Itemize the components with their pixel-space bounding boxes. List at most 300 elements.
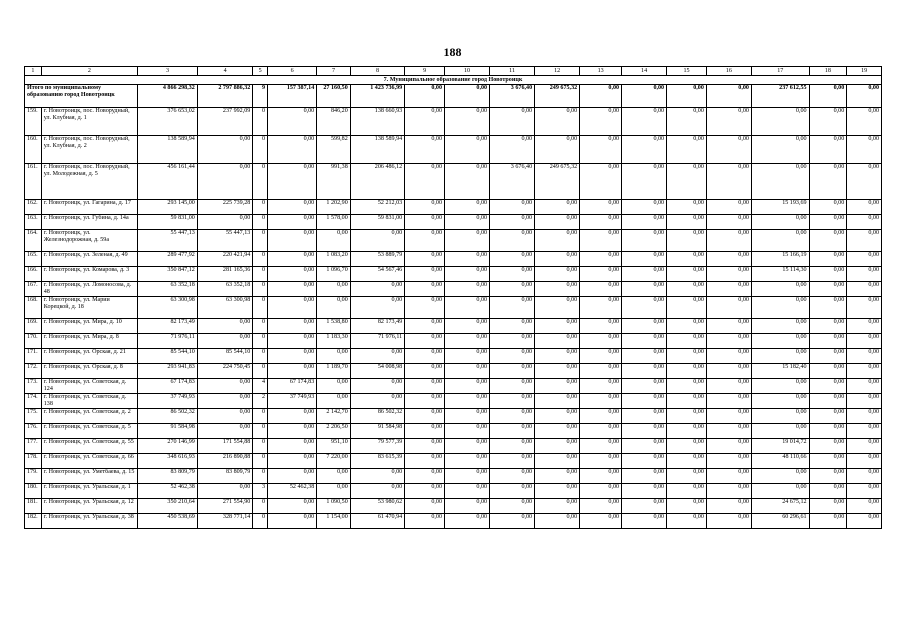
value-cell: 0,00 [847, 200, 882, 215]
value-cell: 0,00 [445, 454, 490, 469]
value-cell: 0,00 [535, 349, 580, 364]
value-cell: 350 847,12 [138, 267, 198, 282]
value-cell: 0 [253, 267, 268, 282]
value-cell: 0,00 [580, 297, 622, 319]
value-cell: 0,00 [706, 282, 751, 297]
value-cell: 0,00 [847, 409, 882, 424]
value-cell: 1 154,00 [317, 514, 351, 529]
value-cell: 138 589,94 [350, 136, 404, 164]
row-number: 173. [25, 379, 42, 394]
value-cell: 0,00 [445, 136, 490, 164]
value-cell: 52 212,03 [350, 200, 404, 215]
value-cell: 0,00 [847, 215, 882, 230]
value-cell: 0,00 [405, 394, 445, 409]
value-cell: 0,00 [580, 499, 622, 514]
table-row [25, 108, 882, 136]
value-cell: 0 [253, 252, 268, 267]
row-number: 172. [25, 364, 42, 379]
value-cell: 0,00 [622, 379, 667, 394]
value-cell: 0,00 [622, 267, 667, 282]
row-number: 165. [25, 252, 42, 267]
value-cell: 0,00 [445, 164, 490, 200]
value-cell: 0,00 [405, 215, 445, 230]
table-row [25, 424, 882, 439]
value-cell: 138 589,94 [138, 136, 198, 164]
value-cell: 0,00 [706, 267, 751, 282]
value-cell: 0,00 [490, 282, 535, 297]
table-row [25, 200, 882, 215]
value-cell: 0,00 [490, 200, 535, 215]
table-row [25, 499, 882, 514]
value-cell: 0 [253, 469, 268, 484]
value-cell: 0,00 [667, 252, 707, 267]
total-value-cell: 0,00 [405, 85, 445, 108]
value-cell: 171 554,88 [197, 439, 253, 454]
value-cell: 0,00 [405, 454, 445, 469]
value-cell: 0 [253, 424, 268, 439]
value-cell: 0,00 [268, 282, 317, 297]
value-cell: 271 554,90 [197, 499, 253, 514]
table-row [25, 319, 882, 334]
column-number-cell: 19 [847, 67, 882, 76]
value-cell: 0,00 [268, 267, 317, 282]
value-cell: 220 421,94 [197, 252, 253, 267]
total-value-cell: 157 387,14 [268, 85, 317, 108]
value-cell: 15 114,30 [751, 267, 809, 282]
value-cell: 0,00 [809, 252, 847, 267]
value-cell: 0,00 [706, 484, 751, 499]
row-number: 171. [25, 349, 42, 364]
total-label: Итого по муниципальному образованию город Новотроицк [25, 85, 138, 108]
value-cell: 0,00 [847, 319, 882, 334]
value-cell: 0,00 [535, 514, 580, 529]
value-cell: 0,00 [268, 252, 317, 267]
value-cell: 0,00 [667, 230, 707, 252]
value-cell: 0,00 [809, 108, 847, 136]
value-cell: 0,00 [847, 230, 882, 252]
value-cell: 0,00 [622, 499, 667, 514]
value-cell: 0,00 [268, 136, 317, 164]
value-cell: 0,00 [445, 230, 490, 252]
value-cell: 376 653,02 [138, 108, 198, 136]
value-cell: 0 [253, 514, 268, 529]
value-cell: 0,00 [706, 230, 751, 252]
value-cell: 0,00 [847, 364, 882, 379]
value-cell: 0,00 [535, 439, 580, 454]
value-cell: 0,00 [667, 379, 707, 394]
value-cell: 328 771,14 [197, 514, 253, 529]
data-table [24, 66, 882, 529]
address-cell: г. Новотроицк, пос. Новорудный, ул. Клубная, д. 1 [41, 108, 137, 136]
value-cell: 0,00 [809, 215, 847, 230]
value-cell: 53 980,62 [350, 499, 404, 514]
row-number: 180. [25, 484, 42, 499]
value-cell: 0,00 [405, 164, 445, 200]
value-cell: 0,00 [580, 230, 622, 252]
value-cell: 71 976,11 [138, 334, 198, 349]
value-cell: 79 577,39 [350, 439, 404, 454]
value-cell: 52 462,38 [138, 484, 198, 499]
value-cell: 0,00 [809, 334, 847, 349]
value-cell: 0,00 [317, 230, 351, 252]
section-title: 7. Муниципальное образование город Новотроицк [25, 76, 882, 85]
value-cell: 0,00 [445, 319, 490, 334]
total-value-cell: 0,00 [847, 85, 882, 108]
value-cell: 0,00 [751, 297, 809, 319]
value-cell: 0,00 [445, 394, 490, 409]
value-cell: 0,00 [847, 379, 882, 394]
table-row [25, 454, 882, 469]
value-cell: 0,00 [350, 394, 404, 409]
value-cell: 0,00 [751, 484, 809, 499]
value-cell: 83 809,79 [138, 469, 198, 484]
value-cell: 19 014,72 [751, 439, 809, 454]
value-cell: 0,00 [490, 297, 535, 319]
address-cell: г. Новотроицк, ул. Советская, д. 55 [41, 439, 137, 454]
value-cell: 206 486,12 [350, 164, 404, 200]
value-cell: 67 174,83 [138, 379, 198, 394]
value-cell: 0,00 [706, 409, 751, 424]
value-cell: 0,00 [622, 334, 667, 349]
table-row [25, 252, 882, 267]
address-cell: г. Новотроицк, ул. Советская, д. 2 [41, 409, 137, 424]
value-cell: 0,00 [317, 297, 351, 319]
value-cell: 138 660,93 [350, 108, 404, 136]
address-cell: г. Новотроицк, ул. Комарова, д. 3 [41, 267, 137, 282]
value-cell: 0,00 [197, 215, 253, 230]
value-cell: 0,00 [405, 424, 445, 439]
total-value-cell: 0,00 [622, 85, 667, 108]
address-cell: г. Новотроицк, ул. Зеленая, д. 49 [41, 252, 137, 267]
row-number: 160. [25, 136, 42, 164]
table-row [25, 349, 882, 364]
value-cell: 37 749,93 [268, 394, 317, 409]
value-cell: 1 090,50 [317, 499, 351, 514]
value-cell: 0,00 [490, 394, 535, 409]
value-cell: 0,00 [751, 108, 809, 136]
value-cell: 0,00 [847, 282, 882, 297]
row-number: 168. [25, 297, 42, 319]
address-cell: г. Новотроицк, ул. Мира, д. 8 [41, 334, 137, 349]
value-cell: 63 352,18 [197, 282, 253, 297]
value-cell: 0,00 [445, 267, 490, 282]
value-cell: 0,00 [809, 499, 847, 514]
value-cell: 0,00 [580, 394, 622, 409]
address-cell: г. Новотроицк, ул. Ломоносова, д. 48 [41, 282, 137, 297]
value-cell: 0,00 [706, 349, 751, 364]
value-cell: 0 [253, 364, 268, 379]
value-cell: 249 675,32 [535, 164, 580, 200]
value-cell: 0,00 [809, 282, 847, 297]
value-cell: 91 584,98 [138, 424, 198, 439]
value-cell: 37 749,93 [138, 394, 198, 409]
table-row [25, 409, 882, 424]
value-cell: 67 174,83 [268, 379, 317, 394]
value-cell: 0,00 [405, 200, 445, 215]
value-cell: 0,00 [751, 334, 809, 349]
column-number-cell: 16 [706, 67, 751, 76]
value-cell: 85 544,10 [197, 349, 253, 364]
table-row [25, 136, 882, 164]
value-cell: 0,00 [405, 319, 445, 334]
value-cell: 0,00 [667, 267, 707, 282]
value-cell: 0 [253, 200, 268, 215]
value-cell: 0,00 [751, 282, 809, 297]
value-cell: 0,00 [535, 334, 580, 349]
value-cell: 0,00 [405, 282, 445, 297]
value-cell: 0,00 [847, 136, 882, 164]
value-cell: 0,00 [490, 252, 535, 267]
total-value-cell: 9 [253, 85, 268, 108]
value-cell: 0,00 [268, 364, 317, 379]
value-cell: 0,00 [268, 215, 317, 230]
value-cell: 0 [253, 319, 268, 334]
value-cell: 0,00 [706, 200, 751, 215]
column-number-cell: 12 [535, 67, 580, 76]
value-cell: 0,00 [197, 409, 253, 424]
value-cell: 0,00 [268, 469, 317, 484]
column-number-row [25, 67, 882, 76]
value-cell: 0,00 [667, 484, 707, 499]
value-cell: 0,00 [490, 349, 535, 364]
value-cell: 0,00 [667, 394, 707, 409]
value-cell: 0,00 [622, 409, 667, 424]
value-cell: 0,00 [405, 136, 445, 164]
value-cell: 0,00 [445, 439, 490, 454]
value-cell: 0,00 [317, 379, 351, 394]
value-cell: 0 [253, 454, 268, 469]
value-cell: 0,00 [197, 379, 253, 394]
value-cell: 15 182,40 [751, 364, 809, 379]
value-cell: 0,00 [706, 108, 751, 136]
value-cell: 0,00 [445, 499, 490, 514]
value-cell: 0,00 [535, 424, 580, 439]
value-cell: 0,00 [667, 424, 707, 439]
value-cell: 3 [253, 484, 268, 499]
value-cell: 0,00 [809, 200, 847, 215]
value-cell: 82 173,49 [138, 319, 198, 334]
value-cell: 0,00 [405, 409, 445, 424]
column-number-cell: 4 [197, 67, 253, 76]
value-cell: 0,00 [809, 379, 847, 394]
value-cell: 0,00 [490, 409, 535, 424]
value-cell: 0,00 [268, 499, 317, 514]
value-cell: 0,00 [580, 424, 622, 439]
value-cell: 0,00 [622, 454, 667, 469]
value-cell: 91 584,98 [350, 424, 404, 439]
value-cell: 281 165,36 [197, 267, 253, 282]
total-value-cell: 0,00 [580, 85, 622, 108]
value-cell: 991,38 [317, 164, 351, 200]
value-cell: 0,00 [445, 297, 490, 319]
value-cell: 0,00 [535, 297, 580, 319]
value-cell: 0,00 [197, 484, 253, 499]
value-cell: 0,00 [268, 409, 317, 424]
value-cell: 0,00 [490, 215, 535, 230]
value-cell: 0,00 [809, 469, 847, 484]
address-cell: г. Новотроицк, ул. Орская, д. 8 [41, 364, 137, 379]
value-cell: 224 750,45 [197, 364, 253, 379]
value-cell: 15 166,19 [751, 252, 809, 267]
row-number: 159. [25, 108, 42, 136]
value-cell: 450 538,69 [138, 514, 198, 529]
value-cell: 0,00 [706, 424, 751, 439]
address-cell: г. Новотроицк, ул. Советская, д. 5 [41, 424, 137, 439]
total-value-cell: 0,00 [445, 85, 490, 108]
value-cell: 0,00 [268, 200, 317, 215]
table-row [25, 215, 882, 230]
value-cell: 1 538,80 [317, 319, 351, 334]
value-cell: 0,00 [405, 469, 445, 484]
table-row [25, 334, 882, 349]
address-cell: г. Новотроицк, пос. Новорудный, ул. Клубная, д. 2 [41, 136, 137, 164]
row-number: 170. [25, 334, 42, 349]
row-number: 161. [25, 164, 42, 200]
address-cell: г. Новотроицк, ул. Мира, д. 10 [41, 319, 137, 334]
value-cell: 86 502,32 [138, 409, 198, 424]
column-number-cell: 5 [253, 67, 268, 76]
column-number-cell: 8 [350, 67, 404, 76]
column-number-cell: 2 [41, 67, 137, 76]
value-cell: 2 142,70 [317, 409, 351, 424]
total-value-cell: 1 423 736,99 [350, 85, 404, 108]
value-cell: 0,00 [490, 230, 535, 252]
value-cell: 55 447,13 [197, 230, 253, 252]
value-cell: 60 296,61 [751, 514, 809, 529]
value-cell: 0,00 [809, 267, 847, 282]
value-cell: 0,00 [622, 439, 667, 454]
value-cell: 0,00 [580, 379, 622, 394]
address-cell: г. Новотроицк, ул. Губина, д. 14а [41, 215, 137, 230]
value-cell: 0,00 [751, 409, 809, 424]
value-cell: 0,00 [490, 108, 535, 136]
row-number: 163. [25, 215, 42, 230]
value-cell: 0,00 [847, 334, 882, 349]
value-cell: 0,00 [706, 454, 751, 469]
value-cell: 216 890,88 [197, 454, 253, 469]
value-cell: 846,20 [317, 108, 351, 136]
value-cell: 3 676,40 [490, 164, 535, 200]
value-cell: 52 462,38 [268, 484, 317, 499]
column-number-cell: 9 [405, 67, 445, 76]
value-cell: 63 352,18 [138, 282, 198, 297]
value-cell: 0,00 [706, 252, 751, 267]
row-number: 181. [25, 499, 42, 514]
value-cell: 0 [253, 499, 268, 514]
value-cell: 0,00 [490, 469, 535, 484]
value-cell: 83 809,79 [197, 469, 253, 484]
value-cell: 71 976,11 [350, 334, 404, 349]
address-cell: г. Новотроицк, ул. Гагарина, д. 17 [41, 200, 137, 215]
value-cell: 0,00 [622, 230, 667, 252]
value-cell: 0,00 [667, 136, 707, 164]
value-cell: 0,00 [405, 439, 445, 454]
value-cell: 61 470,94 [350, 514, 404, 529]
value-cell: 0,00 [751, 469, 809, 484]
column-number-cell: 14 [622, 67, 667, 76]
value-cell: 0,00 [445, 469, 490, 484]
value-cell: 0,00 [667, 215, 707, 230]
row-number: 174. [25, 394, 42, 409]
value-cell: 83 615,39 [350, 454, 404, 469]
value-cell: 0,00 [847, 267, 882, 282]
value-cell: 63 300,98 [197, 297, 253, 319]
value-cell: 48 110,66 [751, 454, 809, 469]
value-cell: 24 675,12 [751, 499, 809, 514]
value-cell: 0,00 [809, 349, 847, 364]
table-row [25, 297, 882, 319]
value-cell: 0,00 [706, 514, 751, 529]
column-number-cell: 15 [667, 67, 707, 76]
value-cell: 0,00 [268, 514, 317, 529]
value-cell: 0,00 [490, 319, 535, 334]
value-cell: 0,00 [622, 282, 667, 297]
value-cell: 0,00 [405, 364, 445, 379]
value-cell: 0,00 [847, 349, 882, 364]
total-value-cell: 3 676,40 [490, 85, 535, 108]
value-cell: 0,00 [405, 484, 445, 499]
value-cell: 0,00 [706, 136, 751, 164]
value-cell: 237 992,09 [197, 108, 253, 136]
value-cell: 0,00 [667, 282, 707, 297]
value-cell: 951,10 [317, 439, 351, 454]
value-cell: 0,00 [580, 349, 622, 364]
value-cell: 0 [253, 230, 268, 252]
row-number: 164. [25, 230, 42, 252]
value-cell: 348 616,93 [138, 454, 198, 469]
value-cell: 0,00 [847, 499, 882, 514]
value-cell: 0,00 [622, 319, 667, 334]
value-cell: 0,00 [350, 230, 404, 252]
page-number: 188 [443, 45, 462, 59]
value-cell: 0 [253, 409, 268, 424]
value-cell: 0,00 [317, 349, 351, 364]
value-cell: 0,00 [809, 297, 847, 319]
value-cell: 0,00 [847, 424, 882, 439]
value-cell: 82 173,49 [350, 319, 404, 334]
value-cell: 0,00 [622, 252, 667, 267]
table-row [25, 394, 882, 409]
value-cell: 0,00 [706, 334, 751, 349]
table-row [25, 267, 882, 282]
column-number-cell: 6 [268, 67, 317, 76]
value-cell: 0,00 [667, 439, 707, 454]
value-cell: 0,00 [706, 364, 751, 379]
value-cell: 0,00 [445, 200, 490, 215]
value-cell: 0,00 [445, 364, 490, 379]
value-cell: 0,00 [847, 252, 882, 267]
table-row [25, 230, 882, 252]
value-cell: 0,00 [490, 514, 535, 529]
value-cell: 0,00 [490, 136, 535, 164]
value-cell: 0,00 [580, 136, 622, 164]
value-cell: 0,00 [490, 499, 535, 514]
value-cell: 0,00 [706, 215, 751, 230]
value-cell: 0,00 [580, 319, 622, 334]
value-cell: 1 202,90 [317, 200, 351, 215]
value-cell: 1 183,30 [317, 334, 351, 349]
address-cell: г. Новотроицк, ул. Советская, д. 66 [41, 454, 137, 469]
value-cell: 0,00 [268, 349, 317, 364]
value-cell: 0,00 [268, 319, 317, 334]
address-cell: г. Новотроицк, ул. Уральская, д. 1 [41, 484, 137, 499]
value-cell: 0,00 [847, 484, 882, 499]
row-number: 169. [25, 319, 42, 334]
value-cell: 0,00 [667, 334, 707, 349]
value-cell: 0,00 [667, 469, 707, 484]
value-cell: 0,00 [809, 230, 847, 252]
value-cell: 54 567,46 [350, 267, 404, 282]
